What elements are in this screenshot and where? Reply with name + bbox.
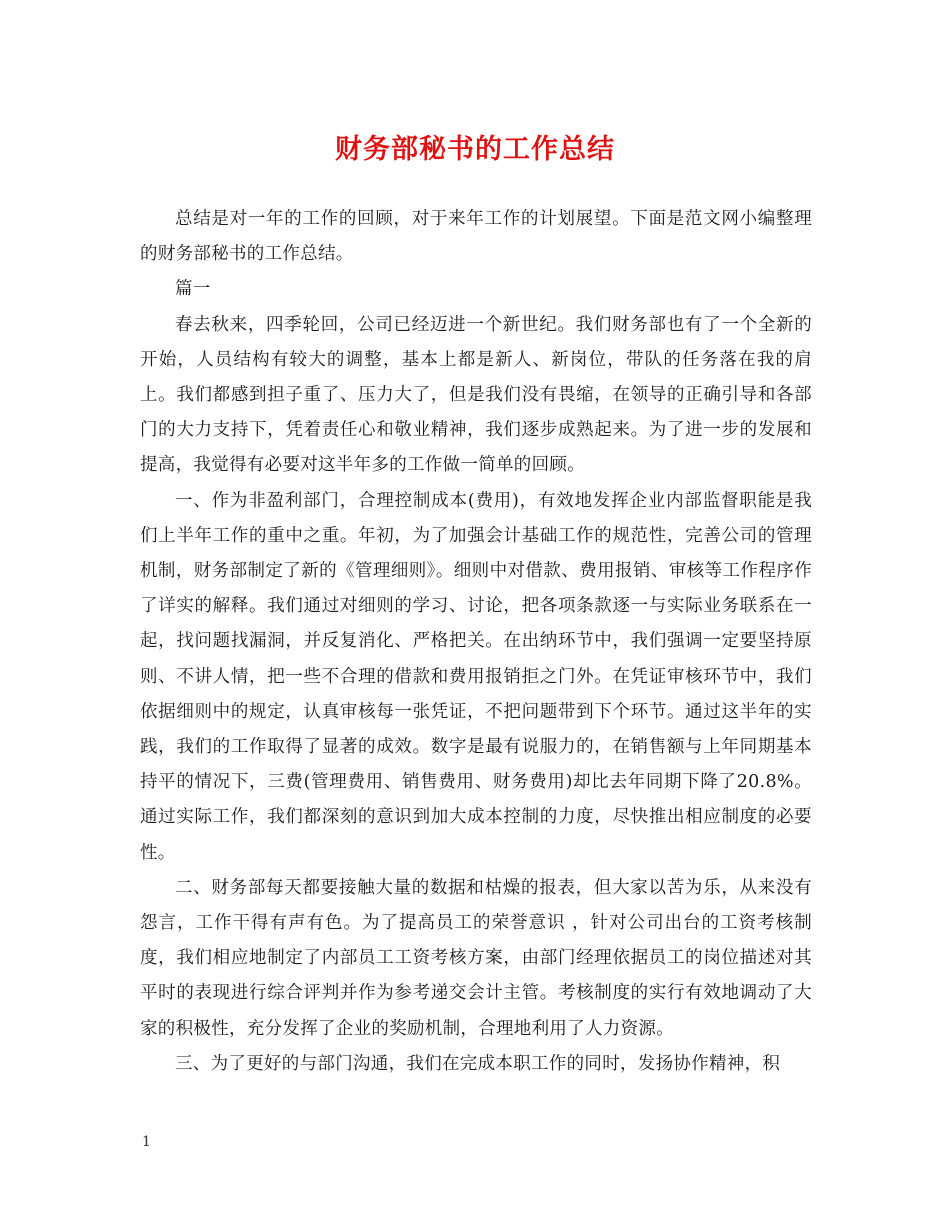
document-title: 财务部秘书的工作总结 bbox=[335, 134, 615, 165]
paragraph-point-two: 二、财务部每天都要接触大量的数据和枯燥的报表，但大家以苦为乐，从来没有怨言，工作干得有声有色。为了提高员工的荣誉意识 ，针对公司出台的工资考核制度，我们相应地制定了内部员工工资考核方案，由部门经理依据员工的岗位描述对其平时的表现进行综合评判并作为参考递交会计主管。考核制度的实行有效地调动了大家的积极性，充分发挥了企业的奖励机制，合理地利用了人力资源。 bbox=[140, 877, 812, 1039]
paragraph-section-label: 篇一 bbox=[175, 279, 211, 300]
document-body bbox=[140, 202, 812, 1082]
paragraph-opening: 春去秋来，四季轮回，公司已经迈进一个新世纪。我们财务部也有了一个全新的开始，人员结构有较大的调整，基本上都是新人、新岗位，带队的任务落在我的肩上。我们都感到担子重了、压力大了，但是我们没有畏缩，在领导的正确引导和各部门的大力支持下，凭着责任心和敬业精神，我们逐步成熟起来。为了进一步的发展和提高，我觉得有必要对这半年多的工作做一简单的回顾。 bbox=[140, 314, 812, 476]
paragraph-intro: 总结是对一年的工作的回顾，对于来年工作的计划展望。下面是范文网小编整理的财务部秘书的工作总结。 bbox=[140, 209, 812, 265]
page-number: 1 bbox=[142, 1134, 151, 1150]
paragraph-point-one: 一、作为非盈利部门，合理控制成本(费用)，有效地发挥企业内部监督职能是我们上半年工作的重中之重。年初，为了加强会计基础工作的规范性，完善公司的管理机制，财务部制定了新的《管理细则》。细则中对借款、费用报销、审核等工作程序作了详实的解释。我们通过对细则的学习、讨论，把各项条款逐一与实际业务联系在一起，找问题找漏洞，并反复消化、严格把关。在出纳环节中，我们强调一定要坚持原则、不讲人情，把一些不合理的借款和费用报销拒之门外。在凭证审核环节中，我们依据细则中的规定，认真审核每一张凭证，不把问题带到下个环节。通过这半年的实践，我们的工作取得了显著的成效。数字是最有说服力的，在销售额与上年同期基本持平的情况下，三费(管理费用、销售费用、财务费用)却比去年同期下降了20.8%。通过实际工作，我们都深刻的意识到加大成本控制的力度，尽快推出相应制度的必要性。 bbox=[140, 490, 812, 863]
paragraph-point-three: 三、为了更好的与部门沟通，我们在完成本职工作的同时，发扬协作精神，积 bbox=[175, 1053, 781, 1074]
